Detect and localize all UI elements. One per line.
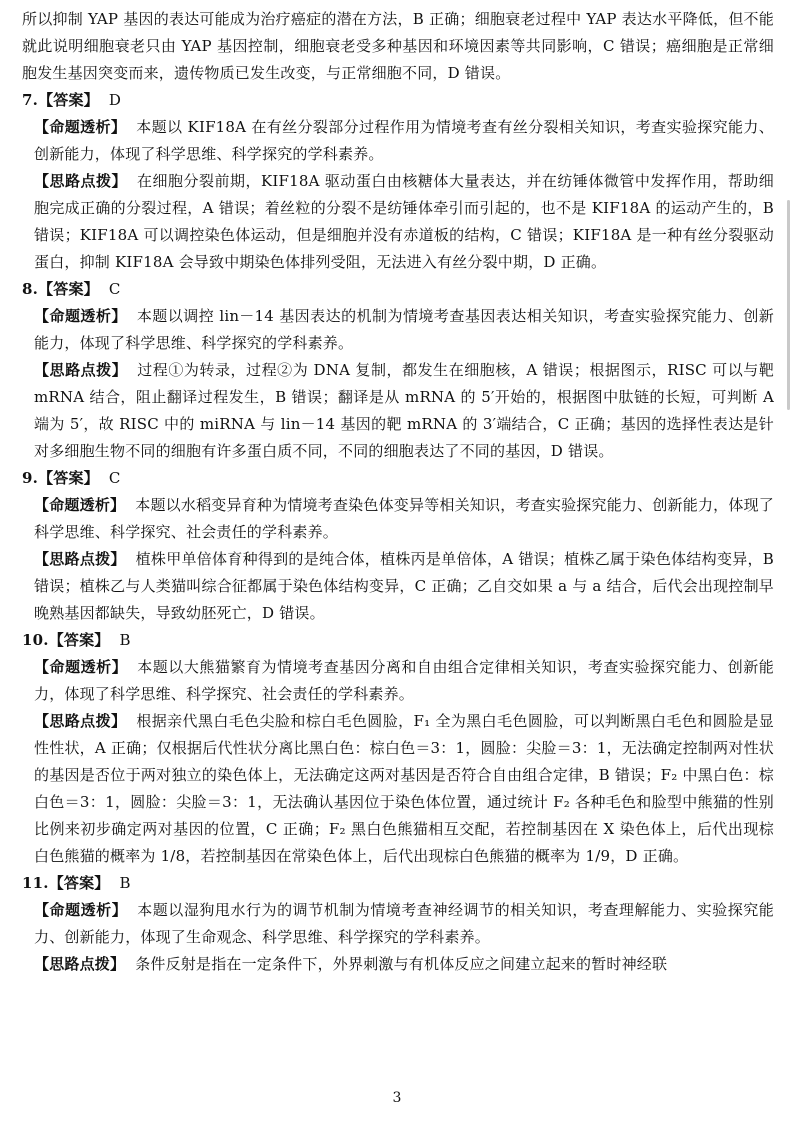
analysis-label: 【命题透析】	[34, 496, 126, 514]
answer-line	[22, 87, 774, 114]
hint-paragraph	[22, 951, 774, 978]
analysis-label: 【命题透析】	[34, 118, 127, 136]
question-number: 10.	[22, 631, 49, 649]
hint-label: 【思路点拨】	[34, 172, 127, 190]
hint-text: 在细胞分裂前期，KIF18A 驱动蛋白由核糖体大量表达，并在纺锤体微管中发挥作用，帮助细胞完成正确的分裂过程，A 错误；着丝粒的分裂不是纺锤体牵引而引起的，也不是 KIF18A 的运动产生的，B 错误；KIF18A 可以调控染色体运动，但是细胞并没有赤道板的结构，C 错误；KIF18A 是一种有丝分裂驱动蛋白，抑制 KIF18A 会导致中期染色体排列受阻，无法进入有丝分裂中期，D 正确。	[34, 172, 774, 271]
answer-value: C	[108, 280, 121, 298]
hint-paragraph	[22, 357, 774, 465]
answer-value: C	[108, 469, 121, 487]
question-number: 8.	[22, 280, 39, 298]
analysis-paragraph	[22, 897, 774, 951]
hint-text: 植株甲单倍体育种得到的是纯合体，植株丙是单倍体，A 错误；植株乙属于染色体结构变异，B 错误；植株乙与人类猫叫综合征都属于染色体结构变异，C 正确；乙自交如果 a 与 a 结合，后代会出现控制早晚熟基因都缺失，导致幼胚死亡，D 错误。	[34, 550, 774, 622]
analysis-text: 本题以水稻变异育种为情境考查染色体变异等相关知识，考查实验探究能力、创新能力，体现了科学思维、科学探究、社会责任的学科素养。	[34, 496, 775, 541]
question-10	[22, 627, 774, 870]
answer-line	[22, 870, 774, 897]
hint-text: 过程①为转录，过程②为 DNA 复制，都发生在细胞核，A 错误；根据图示，RISC 可以与靶 mRNA 结合，阻止翻译过程发生，B 错误；翻译是从 mRNA 的 5′开始的，根据图中肽链的长短，可判断 A 端为 5′，故 RISC 中的 miRNA 与 lin－14 基因的靶 mRNA 的 3′端结合，C 正确；基因的选择性表达是针对多细胞生物不同的细胞有许多蛋白质不同，不同的细胞表达了不同的基因，D 错误。	[34, 361, 774, 460]
answer-line	[22, 276, 774, 303]
answer-value: D	[108, 91, 122, 109]
hint-label: 【思路点拨】	[34, 955, 126, 973]
answer-line	[22, 627, 774, 654]
answer-label: 【答案】	[38, 469, 99, 487]
analysis-text: 本题以 KIF18A 在有丝分裂部分过程作用为情境考查有丝分裂相关知识，考查实验探究能力、创新能力，体现了科学思维、科学探究的学科素养。	[34, 118, 774, 163]
answer-label: 【答案】	[38, 91, 99, 109]
analysis-paragraph	[22, 492, 774, 546]
answer-label: 【答案】	[38, 280, 99, 298]
analysis-label: 【命题透析】	[34, 901, 128, 919]
intro-paragraph: 所以抑制 YAP 基因的表达可能成为治疗癌症的潜在方法，B 正确；细胞衰老过程中 YAP 表达水平降低，但不能就此说明细胞衰老只由 YAP 基因控制，细胞衰老受多种基因和环境因素等共同影响，C 错误；癌细胞是正常细胞发生基因突变而来，遗传物质已发生改变，与正常细胞不同，D 错误。	[22, 10, 774, 82]
question-number: 11.	[22, 874, 49, 892]
answer-value: B	[119, 631, 131, 649]
hint-label: 【思路点拨】	[34, 550, 126, 568]
analysis-paragraph	[22, 654, 774, 708]
question-9	[22, 465, 774, 627]
answer-label: 【答案】	[48, 631, 110, 649]
answer-line	[22, 465, 774, 492]
answer-value: B	[119, 874, 131, 892]
analysis-paragraph	[22, 303, 774, 357]
analysis-text: 本题以大熊猫繁育为情境考查基因分离和自由组合定律相关知识，考查实验探究能力、创新能力，体现了科学思维、科学探究、社会责任的学科素养。	[34, 658, 774, 703]
hint-label: 【思路点拨】	[34, 712, 127, 730]
analysis-text: 本题以调控 lin－14 基因表达的机制为情境考查基因表达相关知识，考查实验探究能力、创新能力，体现了科学思维、科学探究的学科素养。	[34, 307, 774, 352]
question-number: 9.	[22, 469, 39, 487]
analysis-paragraph	[22, 114, 774, 168]
question-11	[22, 870, 774, 978]
hint-paragraph	[22, 708, 774, 870]
hint-paragraph	[22, 546, 774, 627]
scrollbar[interactable]	[787, 200, 790, 410]
analysis-label: 【命题透析】	[34, 307, 127, 325]
hint-text: 条件反射是指在一定条件下，外界刺激与有机体反应之间建立起来的暂时神经联	[135, 955, 668, 973]
question-7	[22, 87, 774, 276]
page-content	[22, 6, 774, 978]
question-number: 7.	[22, 91, 39, 109]
hint-label: 【思路点拨】	[34, 361, 128, 379]
analysis-label: 【命题透析】	[34, 658, 128, 676]
page-number: 3	[392, 1090, 402, 1106]
answer-label: 【答案】	[48, 874, 110, 892]
hint-text: 根据亲代黑白毛色尖脸和棕白毛色圆脸，F₁ 全为黑白毛色圆脸，可以判断黑白毛色和圆脸是显性性状，A 正确；仅根据后代性状分离比黑白色：棕白色＝3：1，圆脸：尖脸＝3：1，无法确定控制两对性状的基因是否位于两对独立的染色体上，无法确定这两对基因是否符合自由组合定律，B 错误；F₂ 中黑白色：棕白色＝3：1，圆脸：尖脸＝3：1，无法确认基因位于染色体位置，通过统计 F₂ 各种毛色和脸型中熊猫的性别比例来初步确定两对基因的位置，C 正确；F₂ 黑白色熊猫相互交配，若控制基因在 X 染色体上，后代出现棕白色熊猫的概率为 1/8，若控制基因在常染色体上，后代出现棕白色熊猫的概率为 1/9，D 正确。	[34, 712, 774, 865]
hint-paragraph	[22, 168, 774, 276]
analysis-text: 本题以湿狗甩水行为的调节机制为情境考查神经调节的相关知识，考查理解能力、实验探究能力、创新能力，体现了生命观念、科学思维、科学探究的学科素养。	[34, 901, 774, 946]
question-8	[22, 276, 774, 465]
